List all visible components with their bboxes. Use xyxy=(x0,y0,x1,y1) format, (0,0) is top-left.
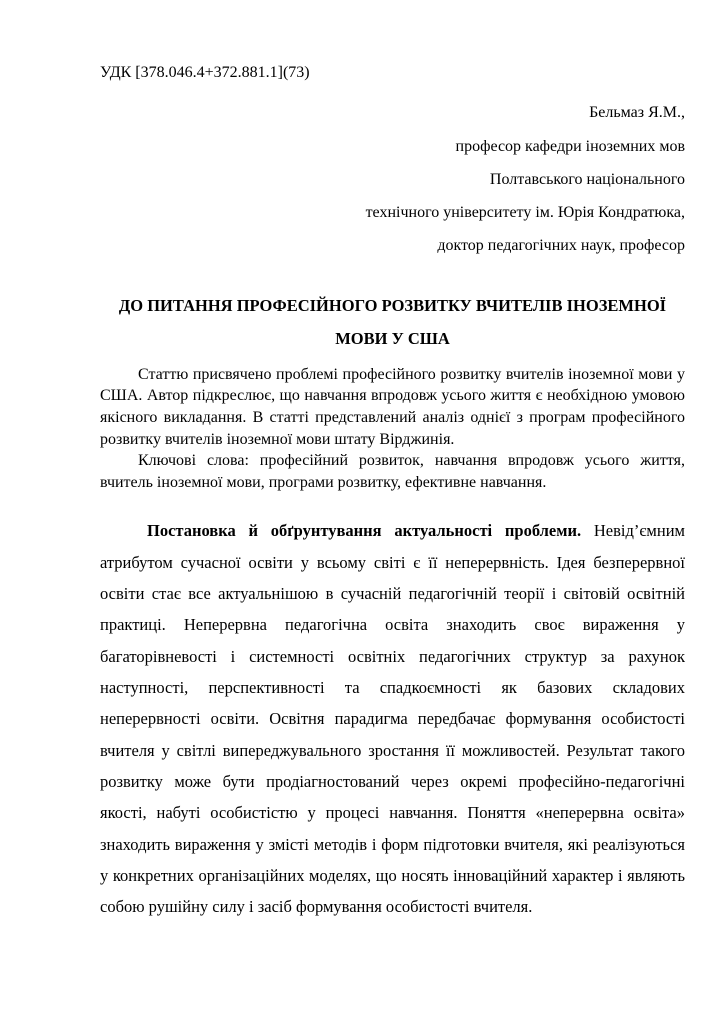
body-paragraph xyxy=(100,515,685,922)
author-position-line: професор кафедри іноземних мов xyxy=(455,137,685,155)
author-affiliation-line-1: Полтавського національного xyxy=(489,170,685,188)
udc-code: УДК [378.046.4+372.881.1](73) xyxy=(100,64,310,81)
article-title-line-2: МОВИ У США xyxy=(335,328,450,348)
author-degree-line: доктор педагогічних наук, професор xyxy=(437,237,685,255)
article-title-line-1: ДО ПИТАННЯ ПРОФЕСІЙНОГО РОЗВИТКУ ВЧИТЕЛІВ ІНОЗЕМНОЇ xyxy=(118,295,667,315)
keywords-paragraph: Ключові слова: професійний розвиток, навчання впродовж усього життя, вчитель іноземної мови, програми розвитку, ефективне навчання. xyxy=(100,452,685,491)
paragraph-body-text: Невід’ємним атрибутом сучасної освіти у всьому світі є її неперервність. Ідея безперервної освіти стає все актуальнішою в сучасній педагогічній теорії і світовій освітній практиці. Неперервна педагогічна освіта знаходить своє вираження у багаторівневості і системності освітніх педагогічних структур за рахунок наступності, перспективності та спадкоємності як базових складових неперервності освіти. Освітня парадигма передбачає формування особистості вчителя у світлі випереджувального зростання її можливостей. Результат такого розвитку може бути продіагностований через окремі професійно-педагогічні якості, набуті особистістю у процесі навчання. Поняття «неперервна освіта» знаходить вираження у змісті методів і форм підготовки вчителя, які реалізуються у конкретних організаційних моделях, що носять інноваційний характер і являють собою рушійну силу і засіб формування особистості вчителя. xyxy=(100,521,685,917)
abstract-paragraph: Статтю присвячено проблемі професійного розвитку вчителів іноземної мови у США. Автор підкреслює, що навчання впродовж усього життя є необхідною умовою якісного викладання. В статті представлений аналіз однієї з програм професійного розвитку вчителів іноземної мови штату Вірджинія. xyxy=(100,365,685,448)
author-block xyxy=(100,96,685,262)
article-title xyxy=(100,289,685,355)
author-name-line: Бельмаз Я.М., xyxy=(589,104,685,122)
paragraph-lead-heading: Постановка й обґрунтування актуальності проблеми. xyxy=(147,521,582,541)
author-affiliation-line-2: технічного університету ім. Юрія Кондратюка, xyxy=(365,204,685,222)
